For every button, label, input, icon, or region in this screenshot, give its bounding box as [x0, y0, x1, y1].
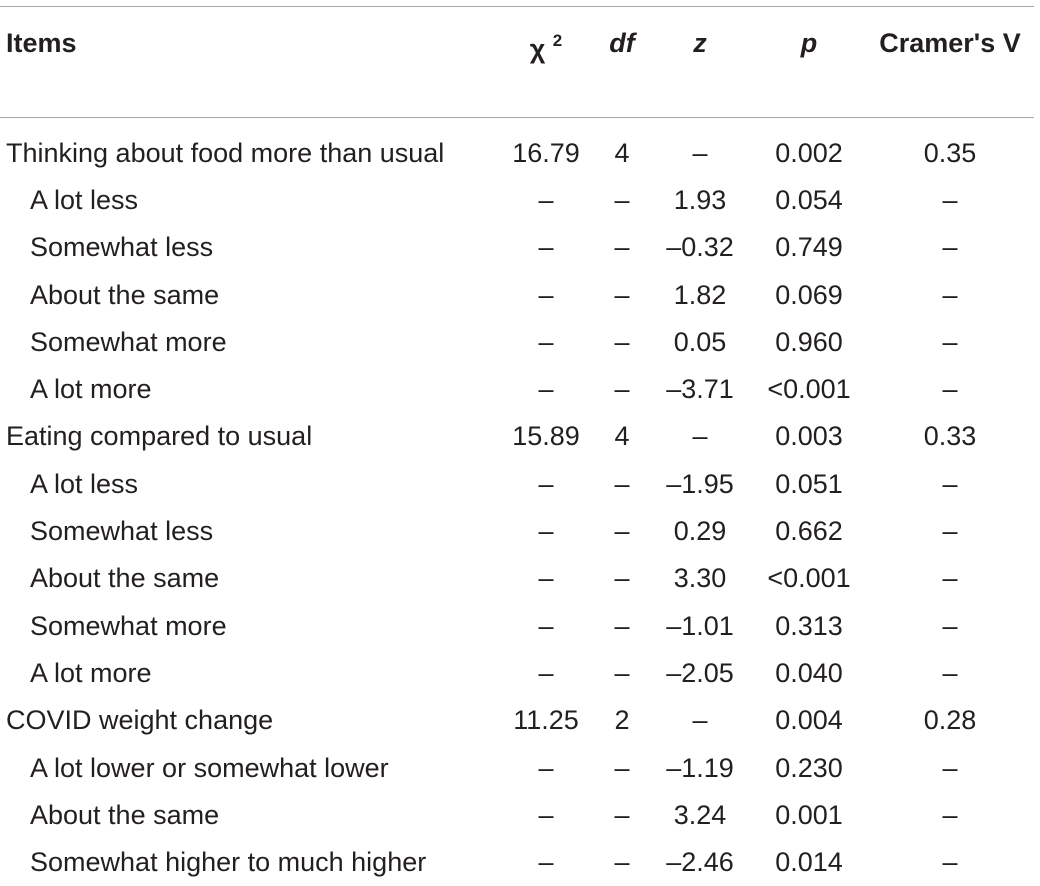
cell-df: –: [614, 184, 630, 215]
cell-item: A lot less: [30, 184, 139, 215]
cell-chi-square: 16.79: [512, 137, 580, 168]
cell-chi-square: –: [538, 657, 554, 688]
cell-cramers-v: –: [942, 657, 958, 688]
cell-item: A lot more: [30, 657, 152, 688]
cell-z: 0.29: [673, 516, 727, 547]
cell-cramers-v: –: [942, 752, 958, 783]
cell-item: About the same: [30, 563, 220, 594]
cell-df: –: [614, 657, 630, 688]
cell-chi-square: –: [538, 184, 554, 215]
cell-z: –: [692, 421, 708, 452]
cell-chi-square: –: [538, 326, 554, 357]
cell-cramers-v: –: [942, 232, 958, 263]
cell-z: –3.71: [666, 374, 734, 405]
cell-p: 0.002: [775, 137, 843, 168]
cell-p: <0.001: [767, 563, 851, 594]
cell-cramers-v: –: [942, 610, 958, 641]
cell-cramers-v: –: [942, 184, 958, 215]
cell-p: 0.004: [775, 705, 843, 736]
cell-df: –: [614, 468, 630, 499]
table-row-subitem: [0, 744, 1034, 791]
cell-z: –1.19: [666, 752, 734, 783]
cell-item: Somewhat less: [30, 516, 214, 547]
table-row-subitem: [0, 791, 1034, 838]
cell-p: 0.040: [775, 657, 843, 688]
cell-p: 0.069: [775, 279, 843, 310]
cell-z: –: [692, 705, 708, 736]
cell-chi-square: –: [538, 468, 554, 499]
cell-chi-square: –: [538, 799, 554, 830]
cell-p: 0.051: [775, 468, 843, 499]
cell-item: A lot less: [30, 468, 139, 499]
cell-chi-square: –: [538, 279, 554, 310]
table-row-subitem: [0, 365, 1034, 412]
cell-z: –2.05: [666, 657, 734, 688]
cell-df: –: [614, 799, 630, 830]
header-df: df: [609, 28, 635, 58]
cell-z: –0.32: [666, 232, 734, 263]
table-row-item: [0, 117, 1034, 176]
cell-chi-square: 15.89: [512, 421, 580, 452]
cell-chi-square: 11.25: [513, 705, 579, 736]
cell-p: 0.054: [775, 184, 843, 215]
cell-df: 4: [614, 421, 630, 452]
cell-item: About the same: [30, 279, 220, 310]
cell-item: Thinking about food more than usual: [6, 137, 445, 168]
cell-df: –: [614, 374, 630, 405]
cell-df: 2: [614, 705, 630, 736]
table-row-subitem: [0, 176, 1034, 223]
cell-cramers-v: 0.35: [923, 137, 977, 168]
cell-cramers-v: –: [942, 516, 958, 547]
cell-df: –: [614, 279, 630, 310]
table-row-subitem: [0, 224, 1034, 271]
cell-p: 0.313: [775, 610, 843, 641]
table-header: [0, 0, 1034, 117]
cell-z: –: [692, 137, 708, 168]
header-p: p: [800, 28, 818, 58]
table-row-subitem: [0, 318, 1034, 365]
cell-z: 0.05: [673, 326, 727, 357]
cell-item: Eating compared to usual: [6, 421, 313, 452]
cell-cramers-v: 0.33: [923, 421, 977, 452]
cell-cramers-v: –: [942, 799, 958, 830]
table-row-subitem: [0, 838, 1034, 885]
cell-item: COVID weight change: [6, 705, 274, 736]
cell-chi-square: –: [538, 752, 554, 783]
cell-item: Somewhat higher to much higher: [30, 847, 427, 878]
header-chi-square: [496, 0, 596, 117]
cell-cramers-v: –: [942, 468, 958, 499]
cell-z: 1.93: [673, 184, 727, 215]
cell-cramers-v: –: [942, 279, 958, 310]
cell-item: Somewhat more: [30, 610, 227, 641]
cell-item: Somewhat less: [30, 232, 214, 263]
table-row-item: [0, 697, 1034, 744]
cell-p: 0.003: [775, 421, 843, 452]
cell-p: 0.001: [775, 799, 843, 830]
chi-symbol: χ: [529, 34, 546, 64]
table-row-subitem: [0, 649, 1034, 696]
cell-df: –: [614, 326, 630, 357]
cell-df: –: [614, 516, 630, 547]
cell-z: 3.30: [673, 563, 727, 594]
cell-chi-square: –: [538, 232, 554, 263]
cell-cramers-v: –: [942, 847, 958, 878]
cell-z: 3.24: [673, 799, 727, 830]
cell-p: 0.960: [775, 326, 843, 357]
cell-chi-square: –: [538, 610, 554, 641]
cell-cramers-v: –: [942, 326, 958, 357]
cell-z: –1.95: [666, 468, 734, 499]
header-items: Items: [6, 28, 77, 58]
cell-df: –: [614, 232, 630, 263]
cell-z: 1.82: [673, 279, 727, 310]
cell-z: –1.01: [666, 610, 734, 641]
cell-df: –: [614, 610, 630, 641]
table-row-subitem: [0, 460, 1034, 507]
cell-df: –: [614, 752, 630, 783]
cell-chi-square: –: [538, 516, 554, 547]
cell-chi-square: –: [538, 374, 554, 405]
chi-superscript: 2: [552, 31, 563, 50]
cell-cramers-v: –: [942, 374, 958, 405]
cell-cramers-v: 0.28: [923, 705, 977, 736]
header-z: z: [693, 28, 707, 58]
cell-p: 0.662: [775, 516, 843, 547]
cell-p: 0.230: [775, 752, 843, 783]
cell-item: Somewhat more: [30, 326, 227, 357]
cell-df: –: [614, 563, 630, 594]
cell-chi-square: –: [538, 847, 554, 878]
table-row-subitem: [0, 555, 1034, 602]
cell-p: <0.001: [767, 374, 851, 405]
table-row-subitem: [0, 602, 1034, 649]
cell-df: 4: [614, 137, 630, 168]
table-row-item: [0, 413, 1034, 460]
table-row-subitem: [0, 271, 1034, 318]
cell-df: –: [614, 847, 630, 878]
cell-chi-square: –: [538, 563, 554, 594]
table-body: [0, 117, 1034, 886]
cell-cramers-v: –: [942, 563, 958, 594]
cell-z: –2.46: [666, 847, 734, 878]
cell-item: A lot more: [30, 374, 152, 405]
cell-p: 0.014: [775, 847, 843, 878]
header-cramers-v: Cramer's V: [879, 28, 1021, 58]
cell-item: A lot lower or somewhat lower: [30, 752, 389, 783]
cell-item: About the same: [30, 799, 220, 830]
cell-p: 0.749: [775, 232, 843, 263]
table-row-subitem: [0, 507, 1034, 554]
